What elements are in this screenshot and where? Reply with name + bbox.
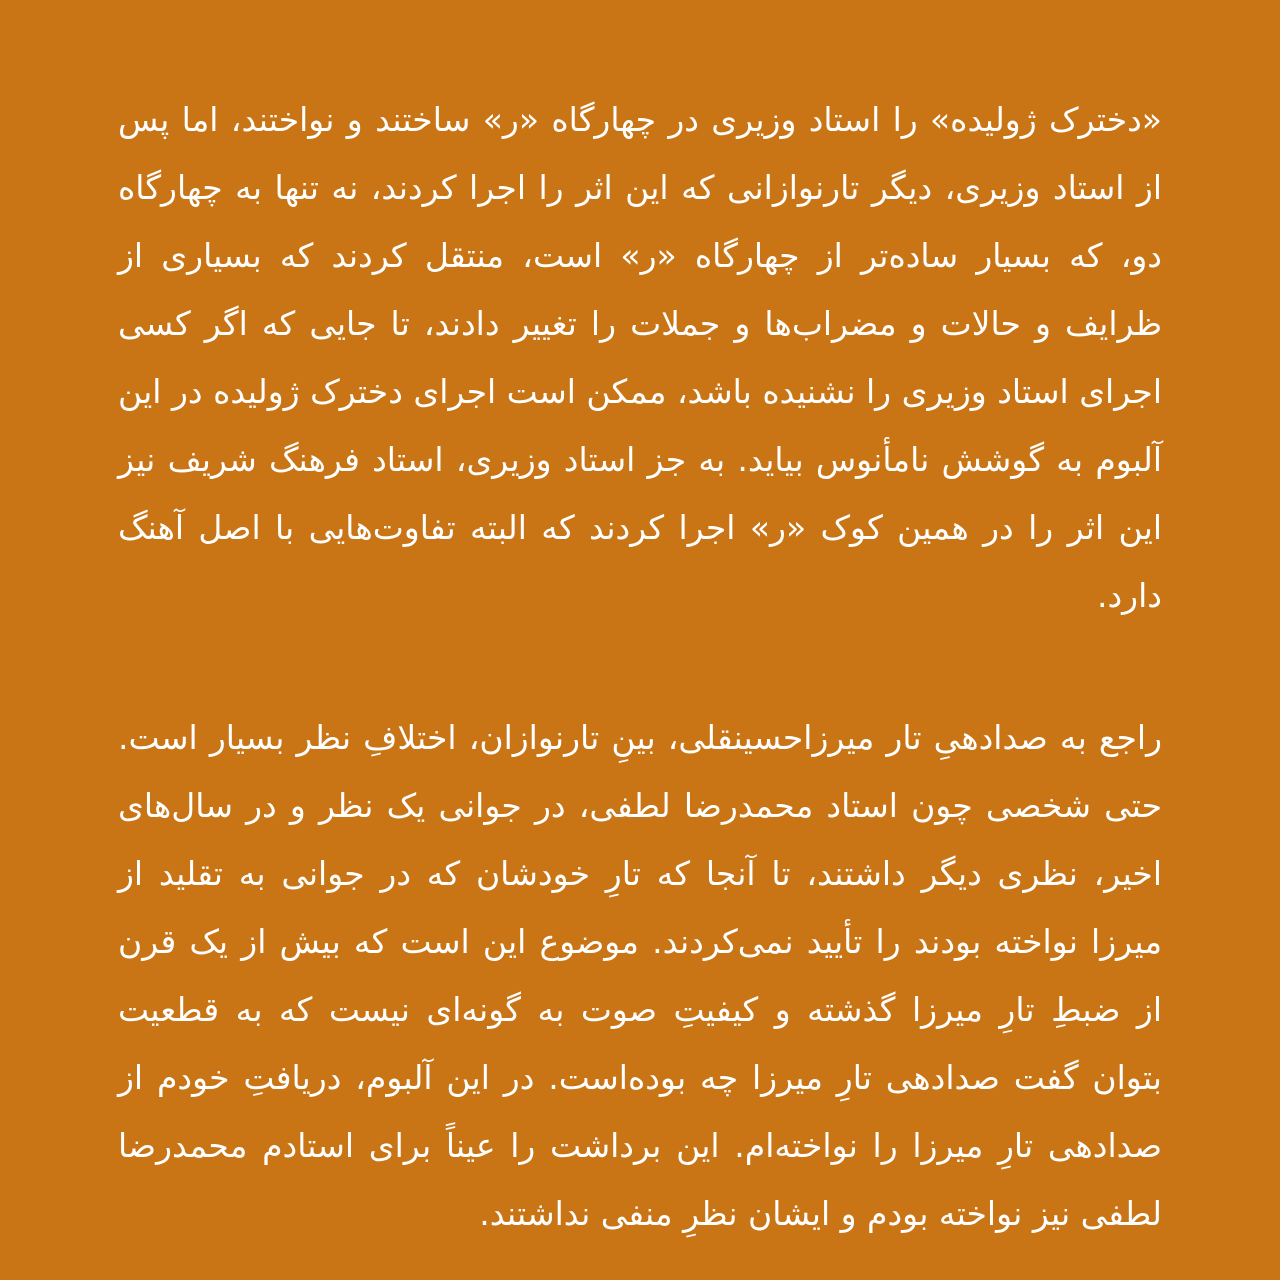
paragraph-tar-mirza-sound: راجع به صدادهیِ تار میرزاحسینقلی، بینِ تارنوازان، اختلافِ نظر بسیار است. حتی شخصی چون استاد محمدرضا لطفی، در جوانی یک نظر و در سال‌های اخیر، نظری دیگر داشتند، تا آنجا که تارِ خودشان که در جوانی به تقلید از میرزا نواخته بودند را تأیید نمی‌کردند. موضوع این است که بیش از یک قرن از ضبطِ تارِ میرزا گذشته و کیفیتِ صوت به گونه‌ای نیست که به قطعیت بتوان گفت صدادهی تارِ میرزا چه بوده‌است. در این آلبوم، دریافتِ خودم از صدادهی تارِ میرزا را نواخته‌ام. این برداشت را عیناً برای استادم محمدرضا لطفی نیز نواخته بودم و ایشان نظرِ منفی نداشتند. [118, 718, 1162, 1233]
paragraph-dokhtarak-zhulideh: «دخترک ژولیده» را استاد وزیری در چهارگاه «ر» ساختند و نواختند، اما پس از استاد وزیری، دیگر تارنوازانی که این اثر را اجرا کردند، نه تنها به چهارگاه دو، که بسیار ساده‌تر از چهارگاه «ر» است، منتقل کردند که بسیاری از ظرایف و حالات و مضراب‌ها و جملات را تغییر دادند، تا جایی که اگر کسی اجرای استاد وزیری را نشنیده باشد، ممکن است اجرای دخترک ژولیده در این آلبوم به گوشش نامأنوس بیاید. به جز استاد وزیری، استاد فرهنگ شریف نیز این اثر را در همین کوک «ر» اجرا کردند که البته تفاوت‌هایی با اصل آهنگ دارد. [118, 100, 1162, 615]
